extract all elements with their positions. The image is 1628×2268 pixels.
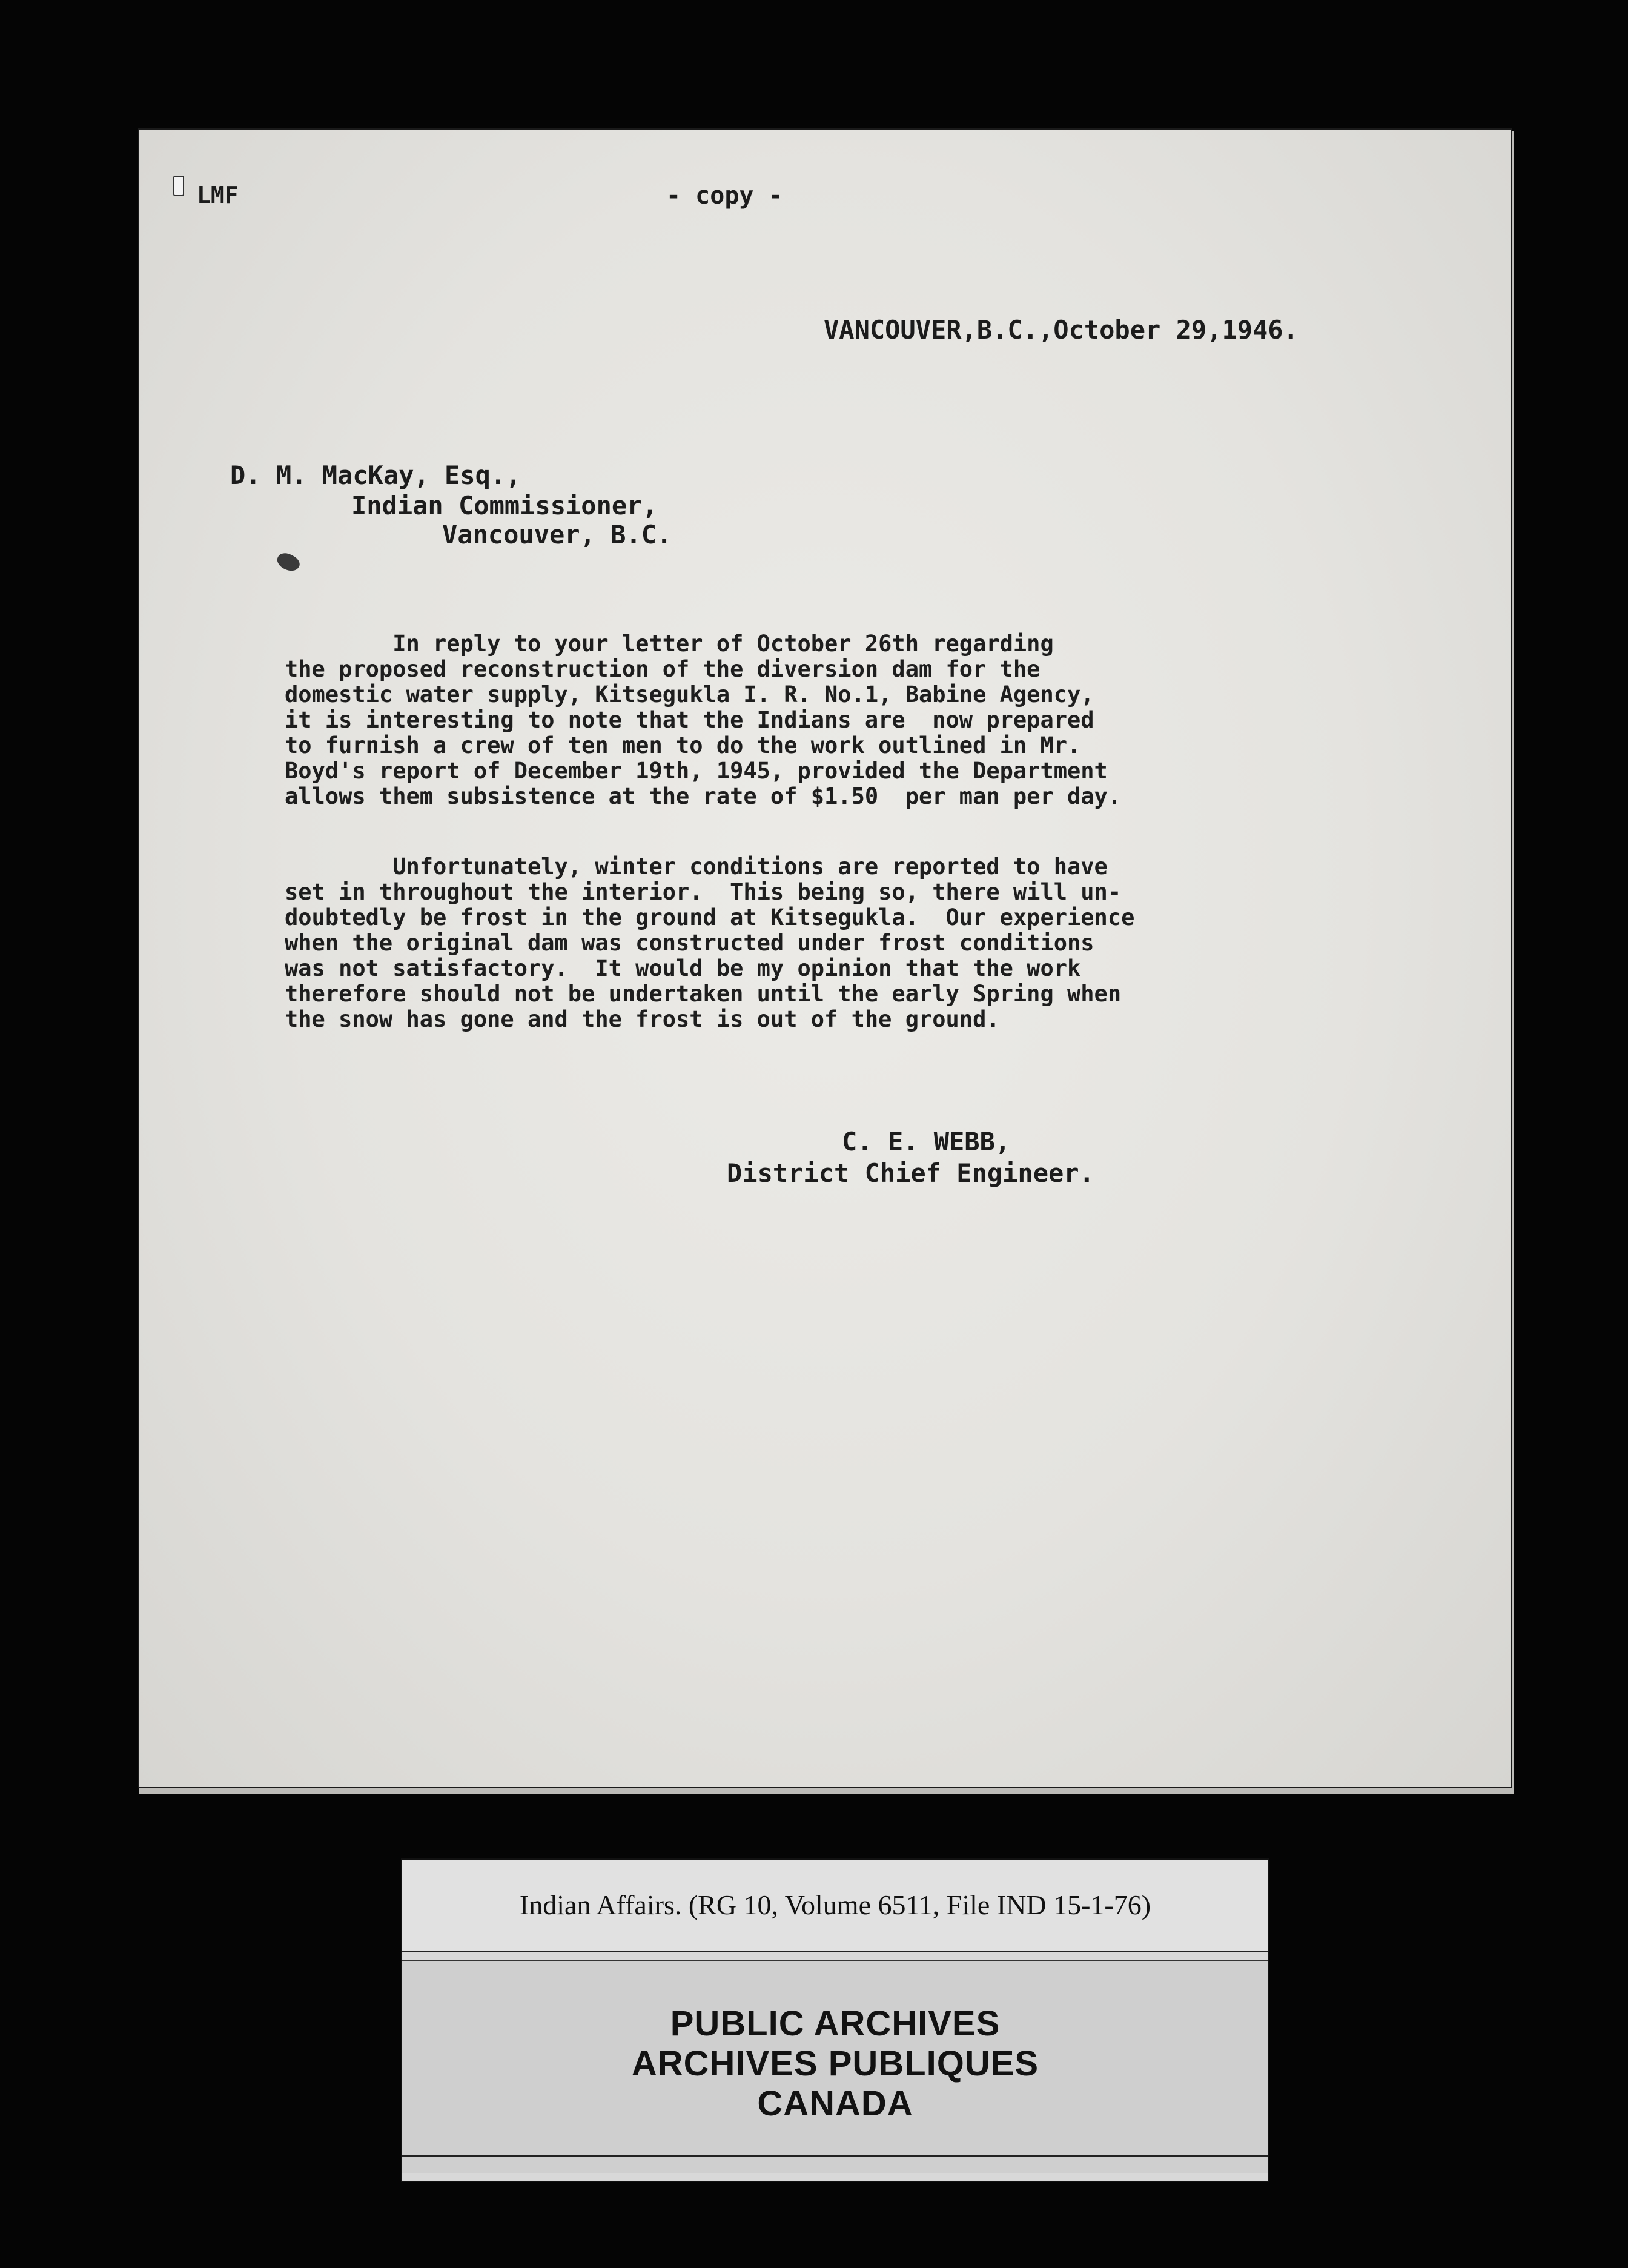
paragraph-1 [285, 606, 1351, 809]
letter-body [285, 606, 1351, 1052]
archive-caption-card [401, 1858, 1269, 2182]
stamp-line-english: PUBLIC ARCHIVES [670, 2004, 1001, 2043]
body-line: Boyd's report of December 19th, 1945, provided the Department [285, 758, 1108, 784]
body-line: doubtedly be frost in the ground at Kitsegukla. Our experience [285, 904, 1135, 930]
body-line: the snow has gone and the frost is out of the ground. [285, 1006, 1000, 1032]
body-line: allows them subsistence at the rate of $1.50 per man per day. [285, 783, 1122, 809]
archives-stamp [402, 1960, 1268, 2173]
body-line: to furnish a crew of ten men to do the work outlined in Mr. [285, 732, 1081, 758]
addressee-title: Indian Commissioner, [351, 491, 658, 520]
copy-mark: - copy - [666, 182, 783, 210]
body-line: was not satisfactory. It would be my opinion that the work [285, 955, 1081, 981]
body-line: when the original dam was constructed under frost conditions [285, 930, 1094, 956]
typist-initials: LMF [197, 182, 239, 208]
signature-title: District Chief Engineer. [727, 1158, 1094, 1188]
body-line: Unfortunately, winter conditions are reported to have [285, 854, 1108, 880]
date-line: VANCOUVER,B.C.,October 29,1946. [824, 315, 1299, 345]
addressee-name: D. M. MacKay, Esq., [230, 460, 521, 490]
stamp-rule [402, 2155, 1268, 2157]
paper-clip-mark [173, 176, 184, 196]
body-line: In reply to your letter of October 26th regarding [285, 631, 1054, 657]
addressee-city: Vancouver, B.C. [442, 520, 672, 549]
stamp-line-french: ARCHIVES PUBLIQUES [631, 2044, 1039, 2083]
body-line: therefore should not be undertaken until the early Spring when [285, 981, 1122, 1007]
paragraph-2 [285, 829, 1351, 1032]
archive-reference: Indian Affairs. (RG 10, Volume 6511, File IND 15-1-76) [519, 1889, 1151, 1920]
reference-strip [402, 1860, 1268, 1952]
body-line: set in throughout the interior. This being so, there will un- [285, 879, 1122, 905]
signature-name: C. E. WEBB, [842, 1127, 1011, 1156]
body-line: the proposed reconstruction of the diversion dam for the [285, 656, 1041, 682]
stamp-line-country: CANADA [757, 2084, 913, 2123]
body-line: it is interesting to note that the Indians are now prepared [285, 707, 1094, 733]
body-line: domestic water supply, Kitsegukla I. R. No.1, Babine Agency, [285, 681, 1094, 708]
